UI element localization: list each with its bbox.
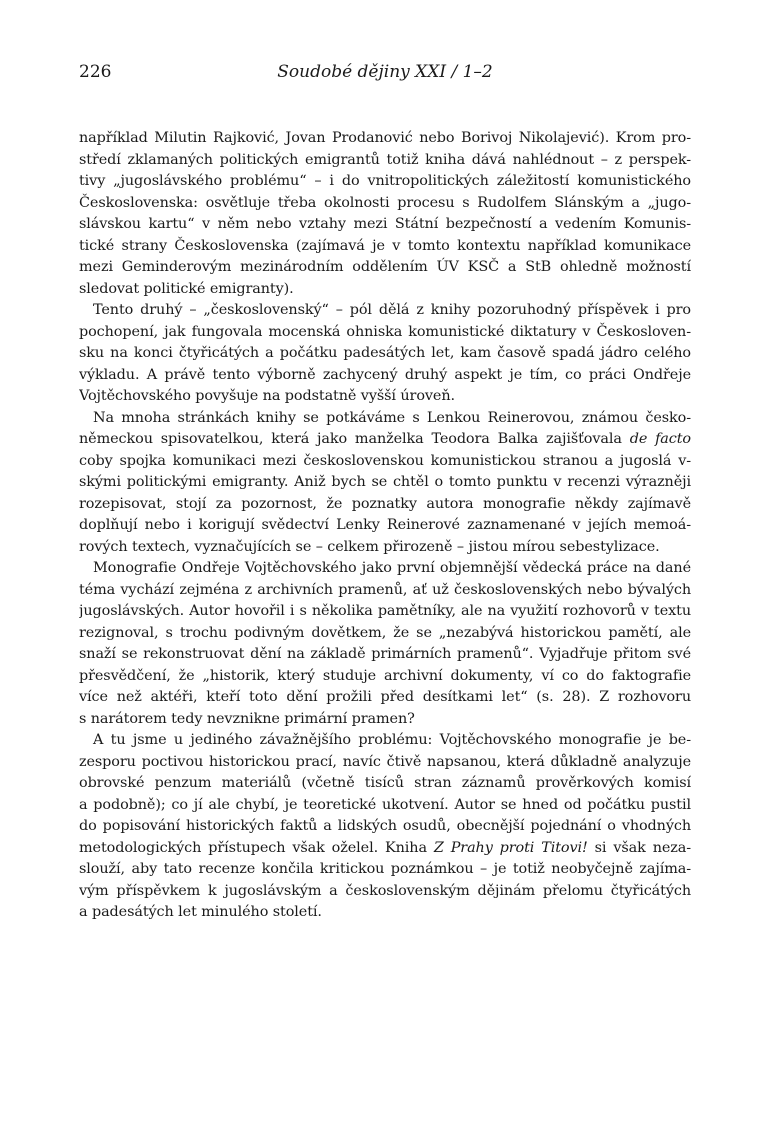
- text-line: [79, 537, 691, 559]
- text-line: [79, 451, 691, 473]
- text-segment: tivy „jugoslávského problému“ – i do vnitropolitických záležitostí komunistického: [79, 173, 691, 189]
- text-line: [79, 236, 691, 258]
- text-line: [79, 171, 691, 193]
- text-segment: rozepisovat, stojí za pozornost, že poznatky autora monografie někdy zajímavě: [79, 495, 691, 512]
- journal-title: Soudobé dějiny XXI / 1–2: [277, 62, 493, 82]
- italic-text: de facto: [629, 431, 691, 447]
- text-line: [79, 300, 691, 322]
- running-head: [79, 60, 691, 84]
- text-line: [79, 128, 691, 150]
- text-segment: a podobně); co jí ale chybí, je teoretické ukotvení. Autor se hned od počátku pustil: [79, 796, 691, 813]
- paragraph: [79, 408, 691, 559]
- text-line: [79, 902, 691, 924]
- page-number: 226: [79, 62, 112, 82]
- text-segment: německou spisovatelkou, která jako manželka Teodora Balka zajišťovala: [79, 431, 630, 447]
- text-line: [79, 150, 691, 172]
- text-line: [79, 279, 691, 301]
- text-segment: mezi Geminderovým mezinárodním oddělením ÚV KSČ a StB ohledně možností: [79, 259, 691, 275]
- text-line: [79, 881, 691, 903]
- text-segment: vým příspěvkem k jugoslávským a československým dějinám přelomu čtyřicátých: [79, 882, 691, 899]
- text-segment: rových textech, vyznačujících se – celkem přirozeně – jistou mírou sebestylizace.: [79, 538, 660, 555]
- text-segment: coby spojka komunikaci mezi československou komunistickou stranou a jugoslá v-: [79, 452, 691, 469]
- text-segment: rezignoval, s trochu podivným dovětkem, že se „nezabývá historickou pamětí, ale: [79, 624, 691, 641]
- text-line: [79, 752, 691, 774]
- text-line: [79, 644, 691, 666]
- text-line: [79, 730, 691, 752]
- text-line: [79, 322, 691, 344]
- text-line: [79, 214, 691, 236]
- text-segment: skými politickými emigranty. Aniž bych se chtěl o tomto punktu v recenzi výrazněji: [79, 474, 691, 490]
- text-segment: s narátorem tedy nevznikne primární pramen?: [79, 710, 415, 727]
- italic-text: Z Prahy proti Titovi!: [433, 839, 588, 856]
- text-segment: do popisování historických faktů a lidských osudů, obecnější pojednání o vhodných: [79, 818, 691, 834]
- text-segment: pochopení, jak fungovala mocenská ohniska komunistické diktatury v Českosloven-: [79, 323, 691, 340]
- text-segment: slouží, aby tato recenze končila kritickou poznámkou – je totiž neobyčejně zajíma-: [79, 861, 691, 877]
- text-segment: zesporu poctivou historickou prací, navíc čtivě napsanou, která důkladně analyzuje: [79, 753, 691, 770]
- text-line: [79, 193, 691, 215]
- text-line: [79, 859, 691, 881]
- text-segment: A tu jsme u jediného závažnějšího problému: Vojtěchovského monografie je be-: [93, 732, 691, 748]
- text-segment: Tento druhý – „československý“ – pól dělá z knihy pozoruhodný příspěvek i pro: [93, 302, 691, 318]
- text-line: [79, 515, 691, 537]
- text-line: [79, 408, 691, 430]
- text-segment: obrovské penzum materiálů (včetně tisíců stran záznamů prověrkových komisí: [79, 775, 691, 791]
- text-line: [79, 838, 691, 860]
- text-line: [79, 429, 691, 451]
- text-segment: jugoslávských. Autor hovořil i s několika pamětníky, ale na využití rozhovorů v textu: [79, 603, 691, 619]
- text-segment: přesvědčení, že „historik, který studuje archivní dokumenty, ví co do faktografie: [79, 667, 691, 684]
- text-segment: slávskou kartu“ v něm nebo vztahy mezi Státní bezpečností a vedením Komunis-: [79, 216, 691, 232]
- text-line: [79, 386, 691, 408]
- text-segment: Vojtěchovského povyšuje na podstatně vyšší úroveň.: [79, 388, 455, 404]
- text-line: [79, 709, 691, 731]
- text-line: [79, 795, 691, 817]
- text-line: [79, 601, 691, 623]
- paragraph: [79, 128, 691, 300]
- text-line: [79, 343, 691, 365]
- text-line: [79, 365, 691, 387]
- text-line: [79, 558, 691, 580]
- paragraph: [79, 730, 691, 924]
- body-text: [79, 128, 691, 924]
- text-segment: metodologických přístupech však oželel. Kniha: [79, 839, 434, 856]
- text-segment: výkladu. A právě tento výborně zachycený druhý aspekt je tím, co práci Ondřeje: [79, 366, 691, 383]
- text-segment: například Milutin Rajković, Jovan Prodanović nebo Borivoj Nikolajević). Krom pro-: [79, 130, 691, 146]
- text-line: [79, 666, 691, 688]
- text-segment: sku na konci čtyřicátých a počátku padesátých let, kam časově spadá jádro celého: [79, 345, 691, 361]
- text-segment: tické strany Československa (zajímavá je v tomto kontextu například komunikace: [79, 237, 691, 254]
- text-segment: Na mnoha stránkách knihy se potkáváme s Lenkou Reinerovou, známou česko-: [93, 409, 691, 426]
- paragraph: [79, 558, 691, 730]
- text-line: [79, 623, 691, 645]
- text-line: [79, 494, 691, 516]
- text-segment: a padesátých let minulého století.: [79, 904, 322, 920]
- paragraph: [79, 300, 691, 408]
- text-line: [79, 580, 691, 602]
- text-segment: Československa: osvětluje třeba okolnosti procesu s Rudolfem Slánským a „jugo-: [79, 194, 691, 211]
- text-line: [79, 773, 691, 795]
- text-segment: sledovat politické emigranty).: [79, 280, 294, 297]
- text-segment: doplňují nebo i korigují svědectví Lenky Reinerové zaznamenané v jejích memoá-: [79, 517, 691, 533]
- text-line: [79, 816, 691, 838]
- text-segment: si však neza-: [587, 839, 691, 856]
- text-segment: středí zklamaných politických emigrantů totiž kniha dává nahlédnout – z perspek-: [79, 151, 691, 168]
- text-segment: téma vychází zejména z archivních pramenů, ať už československých nebo bývalých: [79, 581, 691, 598]
- text-line: [79, 687, 691, 709]
- text-segment: Monografie Ondřeje Vojtěchovského jako první objemnější vědecká práce na dané: [93, 560, 691, 576]
- text-segment: více než aktéři, kteří toto dění prožili před desítkami let“ (s. 28). Z rozhovoru: [79, 689, 691, 705]
- text-line: [79, 472, 691, 494]
- text-line: [79, 257, 691, 279]
- text-segment: snaží se rekonstruovat dění na základě primárních pramenů“. Vyjadřuje přitom své: [79, 646, 691, 662]
